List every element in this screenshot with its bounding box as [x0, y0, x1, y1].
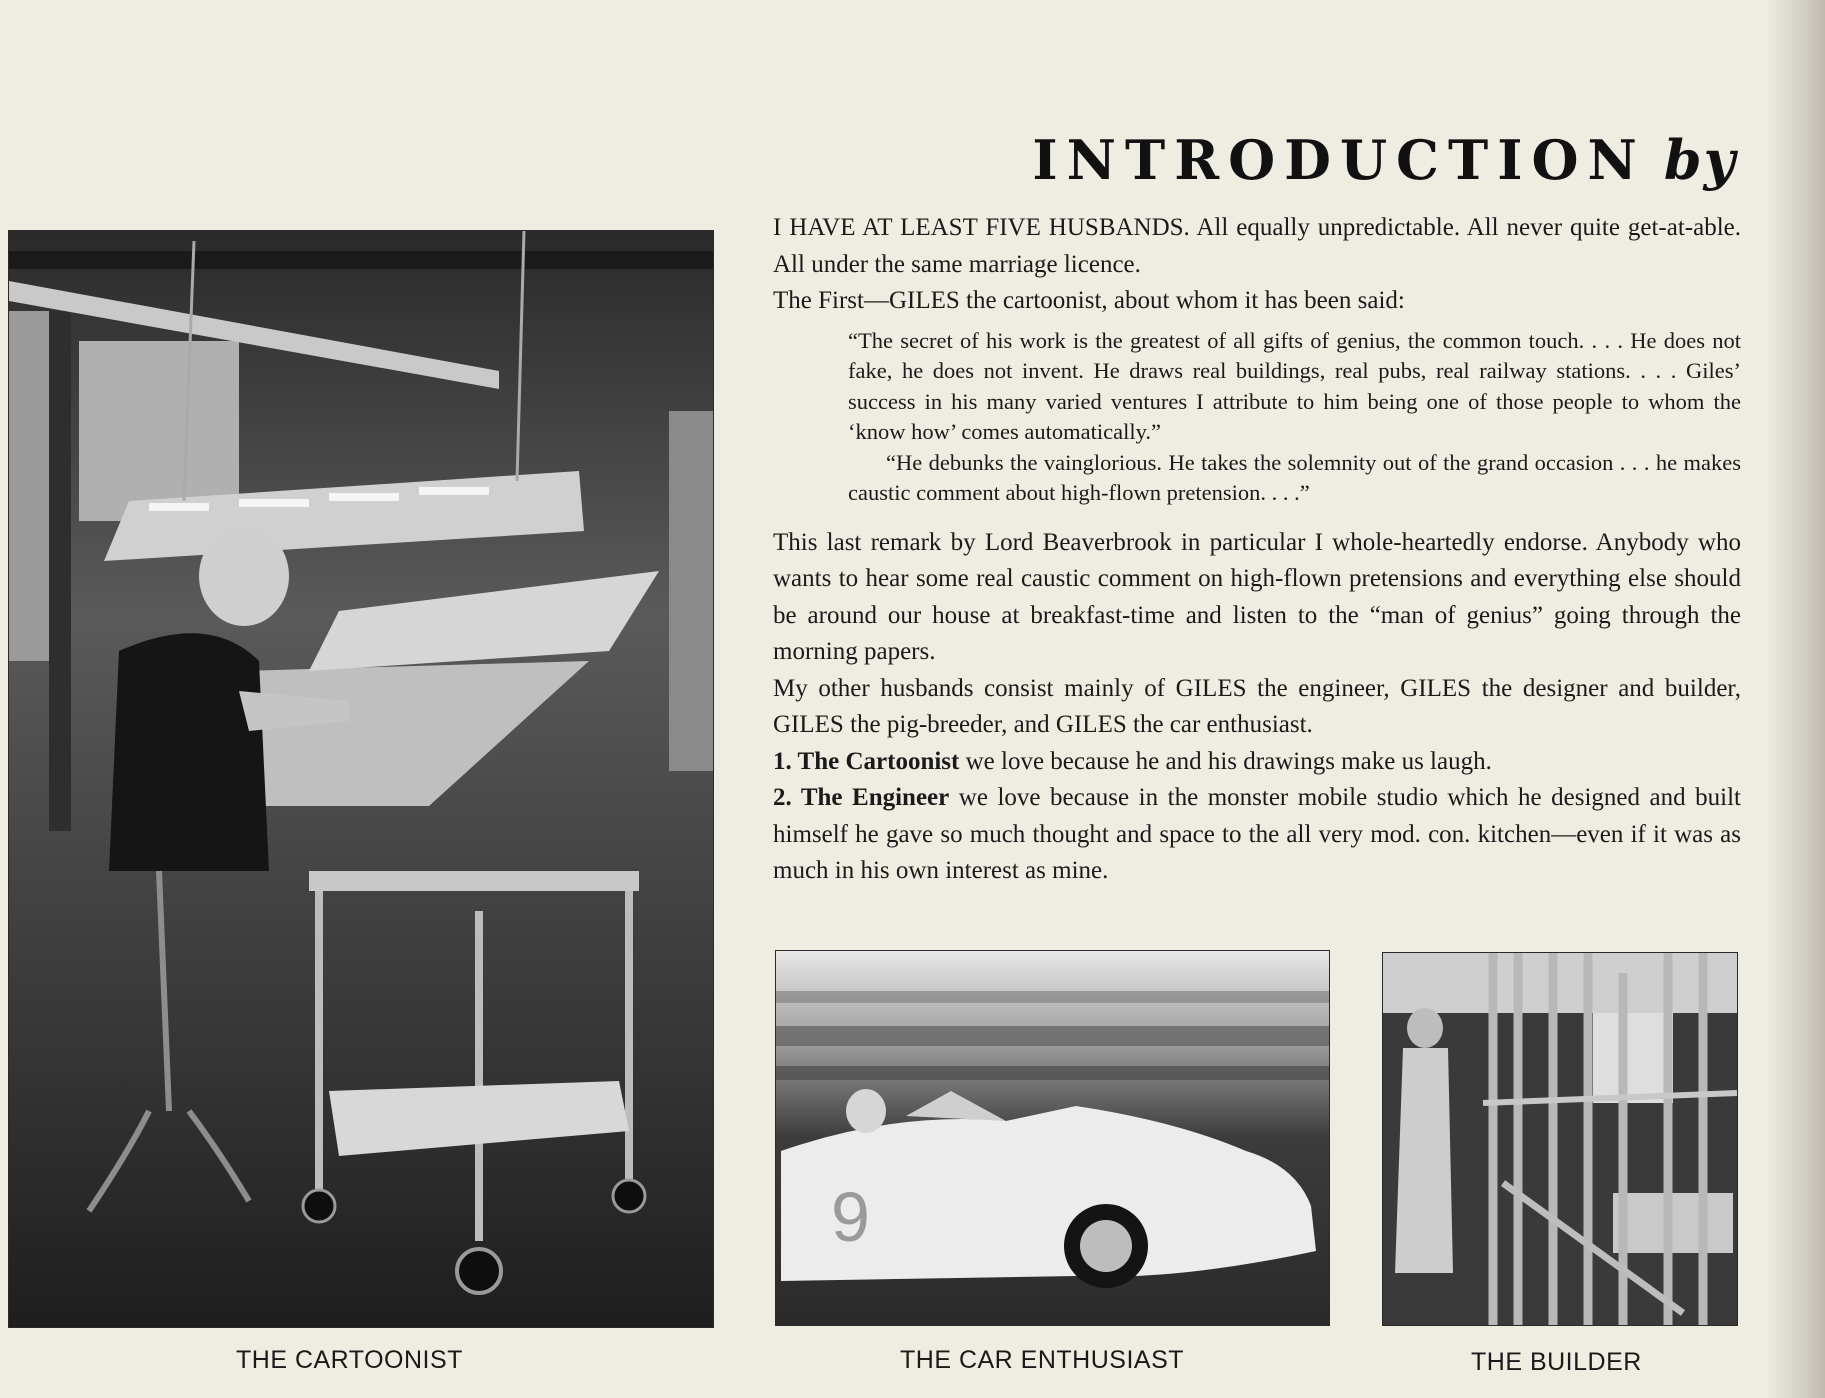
race-number: 9	[831, 1178, 870, 1256]
intro-paragraph-1: I HAVE AT LEAST FIVE HUSBANDS. All equally unpredictable. All never quite get-at-able. All under the same marriage licence.	[773, 214, 1741, 278]
caption-car-enthusiast: THE CAR ENTHUSIAST	[900, 1346, 1185, 1374]
body-paragraph-4: My other husbands consist mainly of GILES the engineer, GILES the designer and builder, GILES the pig-breeder, and GILES the car enthusiast.	[773, 674, 1741, 738]
quote-paragraph-2: “He debunks the vainglorious. He takes the solemnity out of the grand occasion . . . he makes caustic comment about high-flown pretension. . . .”	[848, 449, 1741, 505]
caption-cartoonist: THE CARTOONIST	[236, 1346, 463, 1374]
list-item-label: 2. The Engineer	[773, 784, 950, 811]
list-item-text: we love because he and his drawings make us laugh.	[959, 747, 1492, 775]
body-paragraph-3: This last remark by Lord Beaverbrook in particular I whole-heartedly endorse. Anybody who wants to hear some real caustic comment on high-flown pretensions and everything else should be around our house at breakfast-time and listen to the “man of genius” going through the morning papers.	[773, 528, 1741, 665]
list-item-text: we love because in the monster mobile studio which he designed and built himself he gave so much thought and space to the all very mod. con. kitchen—even if it was as much in his own interest as mine.	[773, 784, 1741, 884]
quote-block	[848, 326, 1741, 509]
list-item-cartoonist	[773, 744, 1741, 781]
page-edge-shadow	[1765, 0, 1825, 1398]
caption-builder: THE BUILDER	[1471, 1348, 1642, 1376]
list-item-engineer	[773, 780, 1741, 890]
builder-photo-illustration	[1383, 953, 1737, 1325]
intro-paragraph-2: The First—GILES the cartoonist, about whom it has been said:	[773, 287, 1405, 314]
builder-photo	[1382, 952, 1738, 1326]
quote-paragraph-1: “The secret of his work is the greatest of all gifts of genius, the common touch. . . . He does not fake, he does not invent. He draws real buildings, real pubs, real railway stations. . . . Giles’ success in his many varied ventures I attribute to him being one of those people to whom the ‘know how’ comes automatically.”	[848, 327, 1741, 444]
list-item-label: 1. The Cartoonist	[773, 747, 960, 775]
car-enthusiast-photo	[775, 950, 1330, 1326]
title-by: by	[1663, 128, 1737, 192]
page-title	[1032, 128, 1737, 192]
title-main: INTRODUCTION	[1032, 128, 1646, 192]
cartoonist-photo-illustration	[9, 231, 713, 1327]
car-photo-illustration	[776, 951, 1329, 1325]
cartoonist-photo	[8, 230, 714, 1328]
article-body	[773, 210, 1741, 890]
